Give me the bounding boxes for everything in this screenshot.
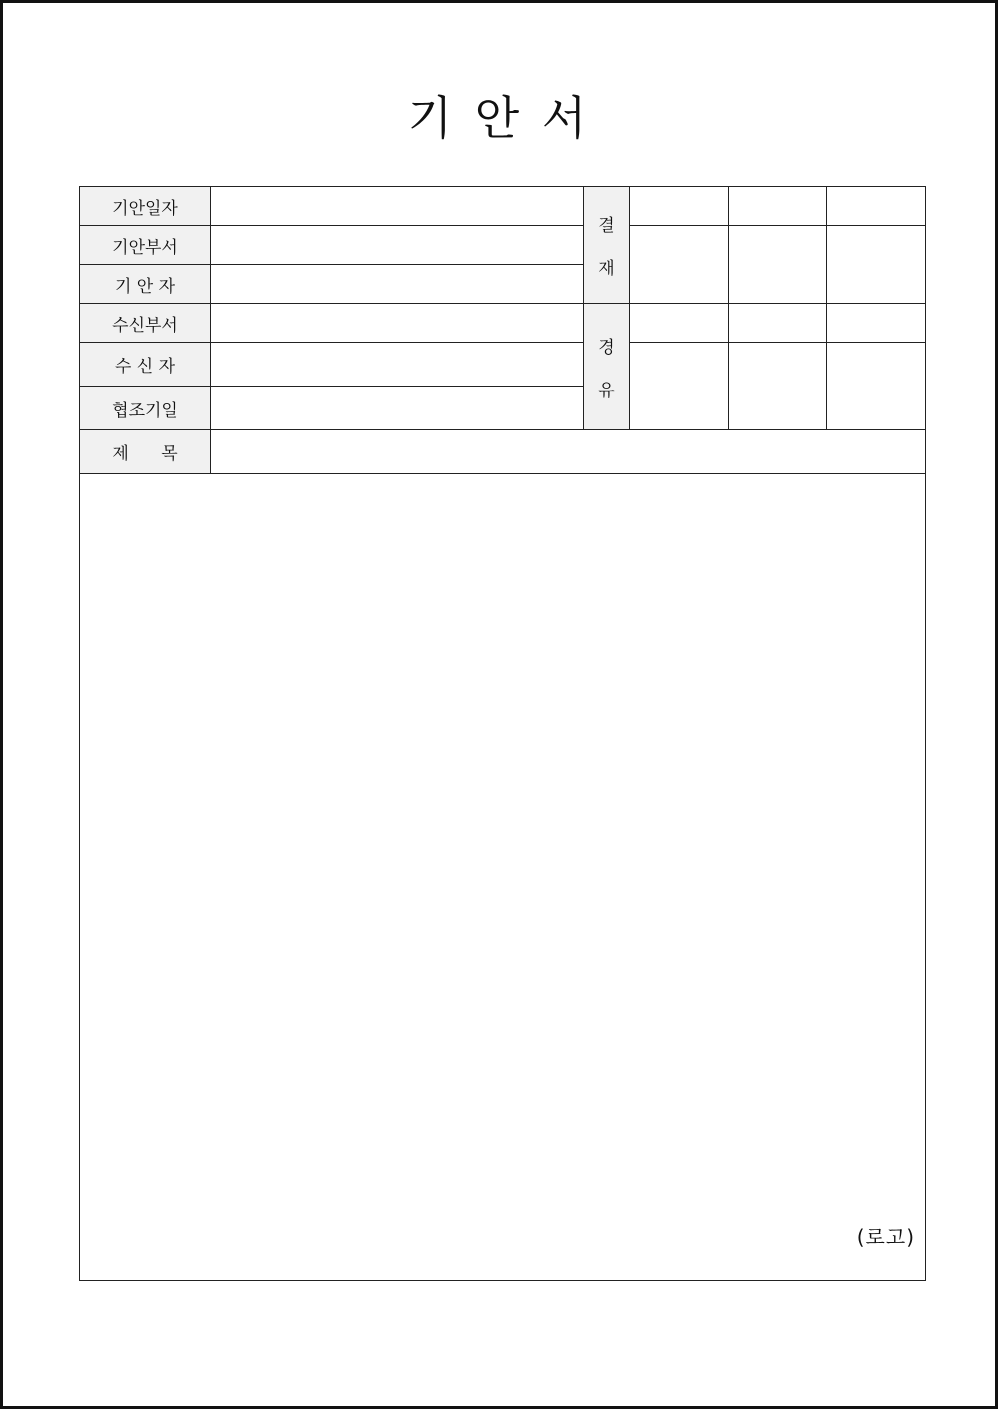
label-receiver: 수 신 자: [80, 343, 211, 387]
proposal-form: [79, 186, 926, 1281]
approval-title-1[interactable]: [630, 187, 729, 226]
label-subject-text: 제 목: [112, 444, 178, 464]
approval-sign-1[interactable]: [630, 226, 729, 304]
approval-title-3[interactable]: [827, 187, 926, 226]
label-draft-date: 기안일자: [80, 187, 211, 226]
field-recv-dept[interactable]: [211, 304, 584, 343]
via-sign-1[interactable]: [630, 343, 729, 430]
via-title-1[interactable]: [630, 304, 729, 343]
field-coop-dept[interactable]: [211, 387, 584, 430]
field-drafter[interactable]: [211, 265, 584, 304]
via-sign-3[interactable]: [827, 343, 926, 430]
document-body[interactable]: [80, 474, 926, 1281]
field-draft-date[interactable]: [211, 187, 584, 226]
document-title: 기 안 서: [407, 91, 591, 145]
approval-sign-3[interactable]: [827, 226, 926, 304]
via-title-2[interactable]: [729, 304, 827, 343]
approval-char-2: 재: [598, 259, 615, 279]
via-char-1: 경: [598, 337, 615, 358]
field-receiver[interactable]: [211, 343, 584, 387]
approval-title-2[interactable]: [729, 187, 827, 226]
field-subject[interactable]: [211, 430, 926, 474]
label-via: [584, 304, 630, 430]
field-draft-dept[interactable]: [211, 226, 584, 265]
via-char-2: 유: [598, 380, 615, 401]
label-subject: [80, 430, 211, 474]
via-title-3[interactable]: [827, 304, 926, 343]
approval-char-1: 결: [598, 216, 615, 236]
label-drafter: 기 안 자: [80, 265, 211, 304]
label-draft-dept: 기안부서: [80, 226, 211, 265]
via-sign-2[interactable]: [729, 343, 827, 430]
label-approval: [584, 187, 630, 304]
label-coop-dept: 협조기일: [80, 387, 211, 430]
logo-placeholder: (로고): [856, 1225, 915, 1249]
label-recv-dept: 수신부서: [80, 304, 211, 343]
approval-sign-2[interactable]: [729, 226, 827, 304]
